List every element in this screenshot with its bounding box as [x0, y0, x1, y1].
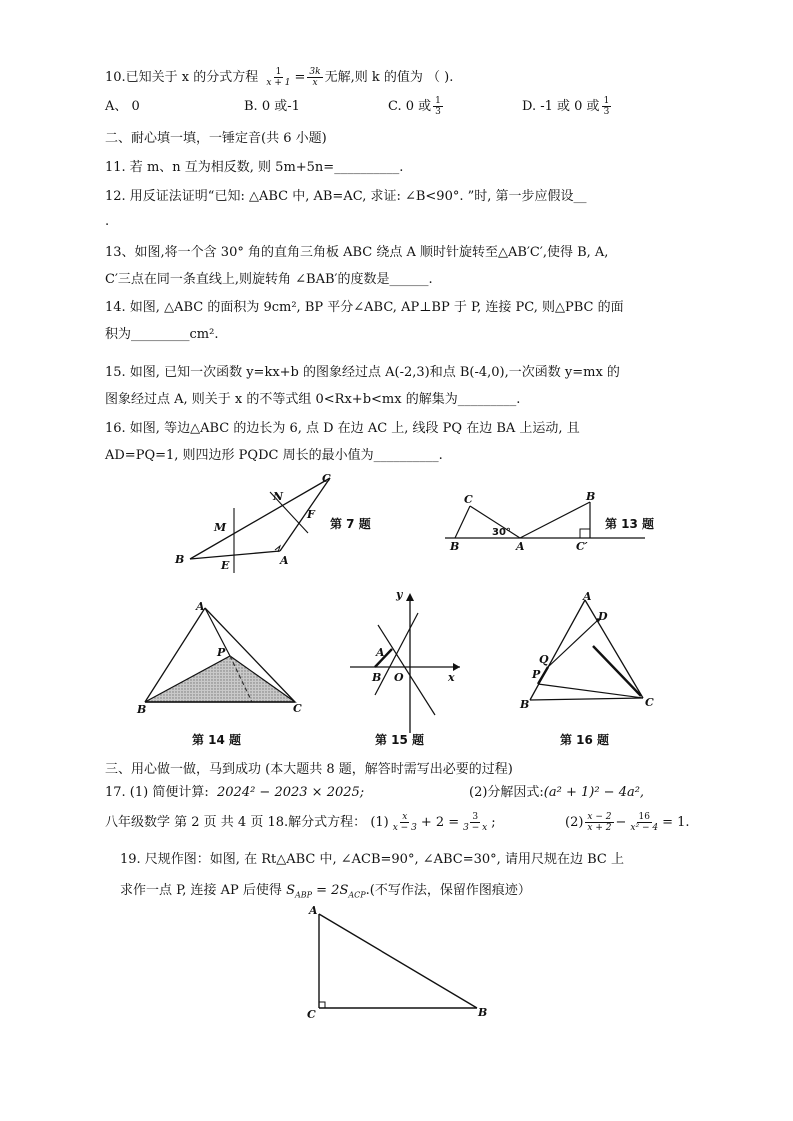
q10-option-c: C. 0 或 $\frac{1}{3}$	[388, 96, 441, 117]
fig7-label-b: B	[175, 553, 185, 566]
section-2-heading: 二、耐心填一填，一锤定音(共 6 小题)	[105, 131, 327, 146]
fig19-label-a: A	[309, 904, 318, 917]
figure-q13	[440, 490, 670, 555]
fig15-label-y: y	[396, 588, 403, 601]
fig13-label-c: C	[464, 493, 473, 506]
fig15-label-x: x	[448, 671, 455, 684]
fig7-label-e: E	[221, 559, 230, 572]
fig14-label-c: C	[293, 702, 302, 715]
fig16-label-b: B	[520, 698, 530, 711]
fig7-label-n: N	[273, 490, 284, 503]
fig13-label-30: 30°	[492, 527, 511, 538]
fig16-label-q: Q	[539, 653, 549, 666]
figure-q15	[340, 585, 480, 748]
fig14-caption: 第 14 题	[192, 733, 242, 747]
q19-line1: 19. 尺规作图：如图, 在 Rt△ABC 中, ∠ACB=90°, ∠ABC=30°, 请用尺规在边 BC 上	[120, 852, 624, 867]
figure-q16	[515, 588, 665, 748]
q19-line2: 求作一点 P, 连接 AP 后使得 $S_{ABP} = 2S_{ACP}$.(不写作法，保留作图痕迹）	[120, 883, 531, 900]
fig14-label-a: A	[196, 600, 205, 613]
fig15-label-a: A	[376, 646, 385, 659]
fig16-label-a: A	[583, 590, 592, 603]
q16-line1: 16. 如图, 等边△ABC 的边长为 6, 点 D 在边 AC 上, 线段 PQ 在边 BA 上运动, 且	[105, 421, 580, 436]
q13-line2: C′三点在同一条直线上,则旋转角 ∠BAB′的度数是______.	[105, 272, 433, 287]
fig7-label-a: A	[280, 554, 289, 567]
q18-part2: (2) $\frac{x - 2}{x + 2}$ − $\frac{16}{\text{x² − 4}}$ = 1.	[565, 812, 690, 833]
q15-line2: 图象经过点 A, 则关于 x 的不等式组 0<Rx+b<mx 的解集为_________.	[105, 392, 521, 407]
fig16-label-c: C	[645, 696, 654, 709]
fig7-label-c: C	[322, 472, 331, 485]
fig16-caption: 第 16 题	[560, 733, 610, 747]
fig13-label-c-prime: C′	[576, 540, 588, 553]
fig15-label-o: O	[394, 671, 404, 684]
q12-line2: .	[105, 214, 110, 229]
fig13-caption: 第 13 题	[605, 517, 655, 531]
fig15-label-b: B	[372, 671, 382, 684]
q16-line2: AD=PQ=1, 则四边形 PQDC 周长的最小值为__________.	[105, 448, 443, 463]
q12-line1: 12. 用反证法证明“已知: △ABC 中, AB=AC, 求证: ∠B<90°. ”时, 第一步应假设__	[105, 189, 587, 204]
section-3-heading: 三、用心做一做，马到成功 (本大题共 8 题，解答时需写出必要的过程)	[105, 762, 513, 777]
q15-line1: 15. 如图, 已知一次函数 y=kx+b 的图象经过点 A(-2,3)和点 B(-4,0),一次函数 y=mx 的	[105, 365, 620, 380]
fig19-label-b: B	[478, 1006, 488, 1019]
q17-expr1: 2024² − 2023 × 2025;	[217, 785, 365, 800]
fig13-label-a: A	[516, 540, 525, 553]
q11: 11. 若 m、n 互为相反数, 则 5m+5n=__________.	[105, 160, 404, 175]
fig14-label-p: P	[217, 646, 226, 659]
q13-line1: 13、如图,将一个含 30° 角的直角三角板 ABC 绕点 A 顺时针旋转至△AB′C′,使得 B, A,	[105, 245, 609, 260]
fig7-caption: 第 7 题	[330, 517, 371, 531]
q10-option-d: D. -1 或 0 或 $\frac{1}{3}$	[522, 96, 610, 117]
figure-q14	[130, 598, 315, 748]
fig7-label-f: F	[307, 508, 315, 521]
fig19-label-c: C	[307, 1008, 316, 1021]
q10-option-a: A、 0	[105, 99, 140, 114]
figure-q7	[170, 470, 390, 575]
fig16-label-d: D	[598, 610, 608, 623]
fig15-caption: 第 15 题	[375, 733, 425, 747]
q10-option-b: B. 0 或-1	[244, 99, 300, 114]
q14-line2: 积为_________cm².	[105, 327, 219, 342]
fig13-label-b-prime: B	[586, 490, 596, 503]
fig7-label-m: M	[214, 521, 227, 534]
fig16-label-p: P	[532, 668, 541, 681]
q17-part2: (2)分解因式:(a² + 1)² − 4a²,	[469, 785, 645, 800]
q18: 八年级数学 第 2 页 共 4 页 18.解分式方程： (1) $\frac{x}{x - 3}$ + 2 = $\frac{3}{3 - x}$ ;	[105, 812, 496, 833]
q10-stem: 10.已知关于 x 的分式方程 $\frac{1}{x + 1}$ = $\frac{3k}{x}$ 无解,则 k 的值为 （ ).	[105, 67, 454, 88]
fig13-label-b: B	[450, 540, 460, 553]
q10-frac-right: $\frac{3k}{x}$	[309, 67, 321, 88]
q17: 17. (1) 简便计算: 2024² − 2023 × 2025;	[105, 785, 365, 800]
q14-line1: 14. 如图, △ABC 的面积为 9cm², BP 平分∠ABC, AP⊥BP 于 P, 连接 PC, 则△PBC 的面	[105, 300, 624, 315]
q10-frac-left: $\frac{1}{x + 1}$	[266, 67, 291, 88]
figure-q19	[300, 900, 500, 1025]
page-footer: 八年级数学 第 2 页 共 4 页	[105, 815, 264, 830]
q17-expr2: (a² + 1)² − 4a²,	[543, 785, 645, 800]
fig14-label-b: B	[137, 703, 147, 716]
